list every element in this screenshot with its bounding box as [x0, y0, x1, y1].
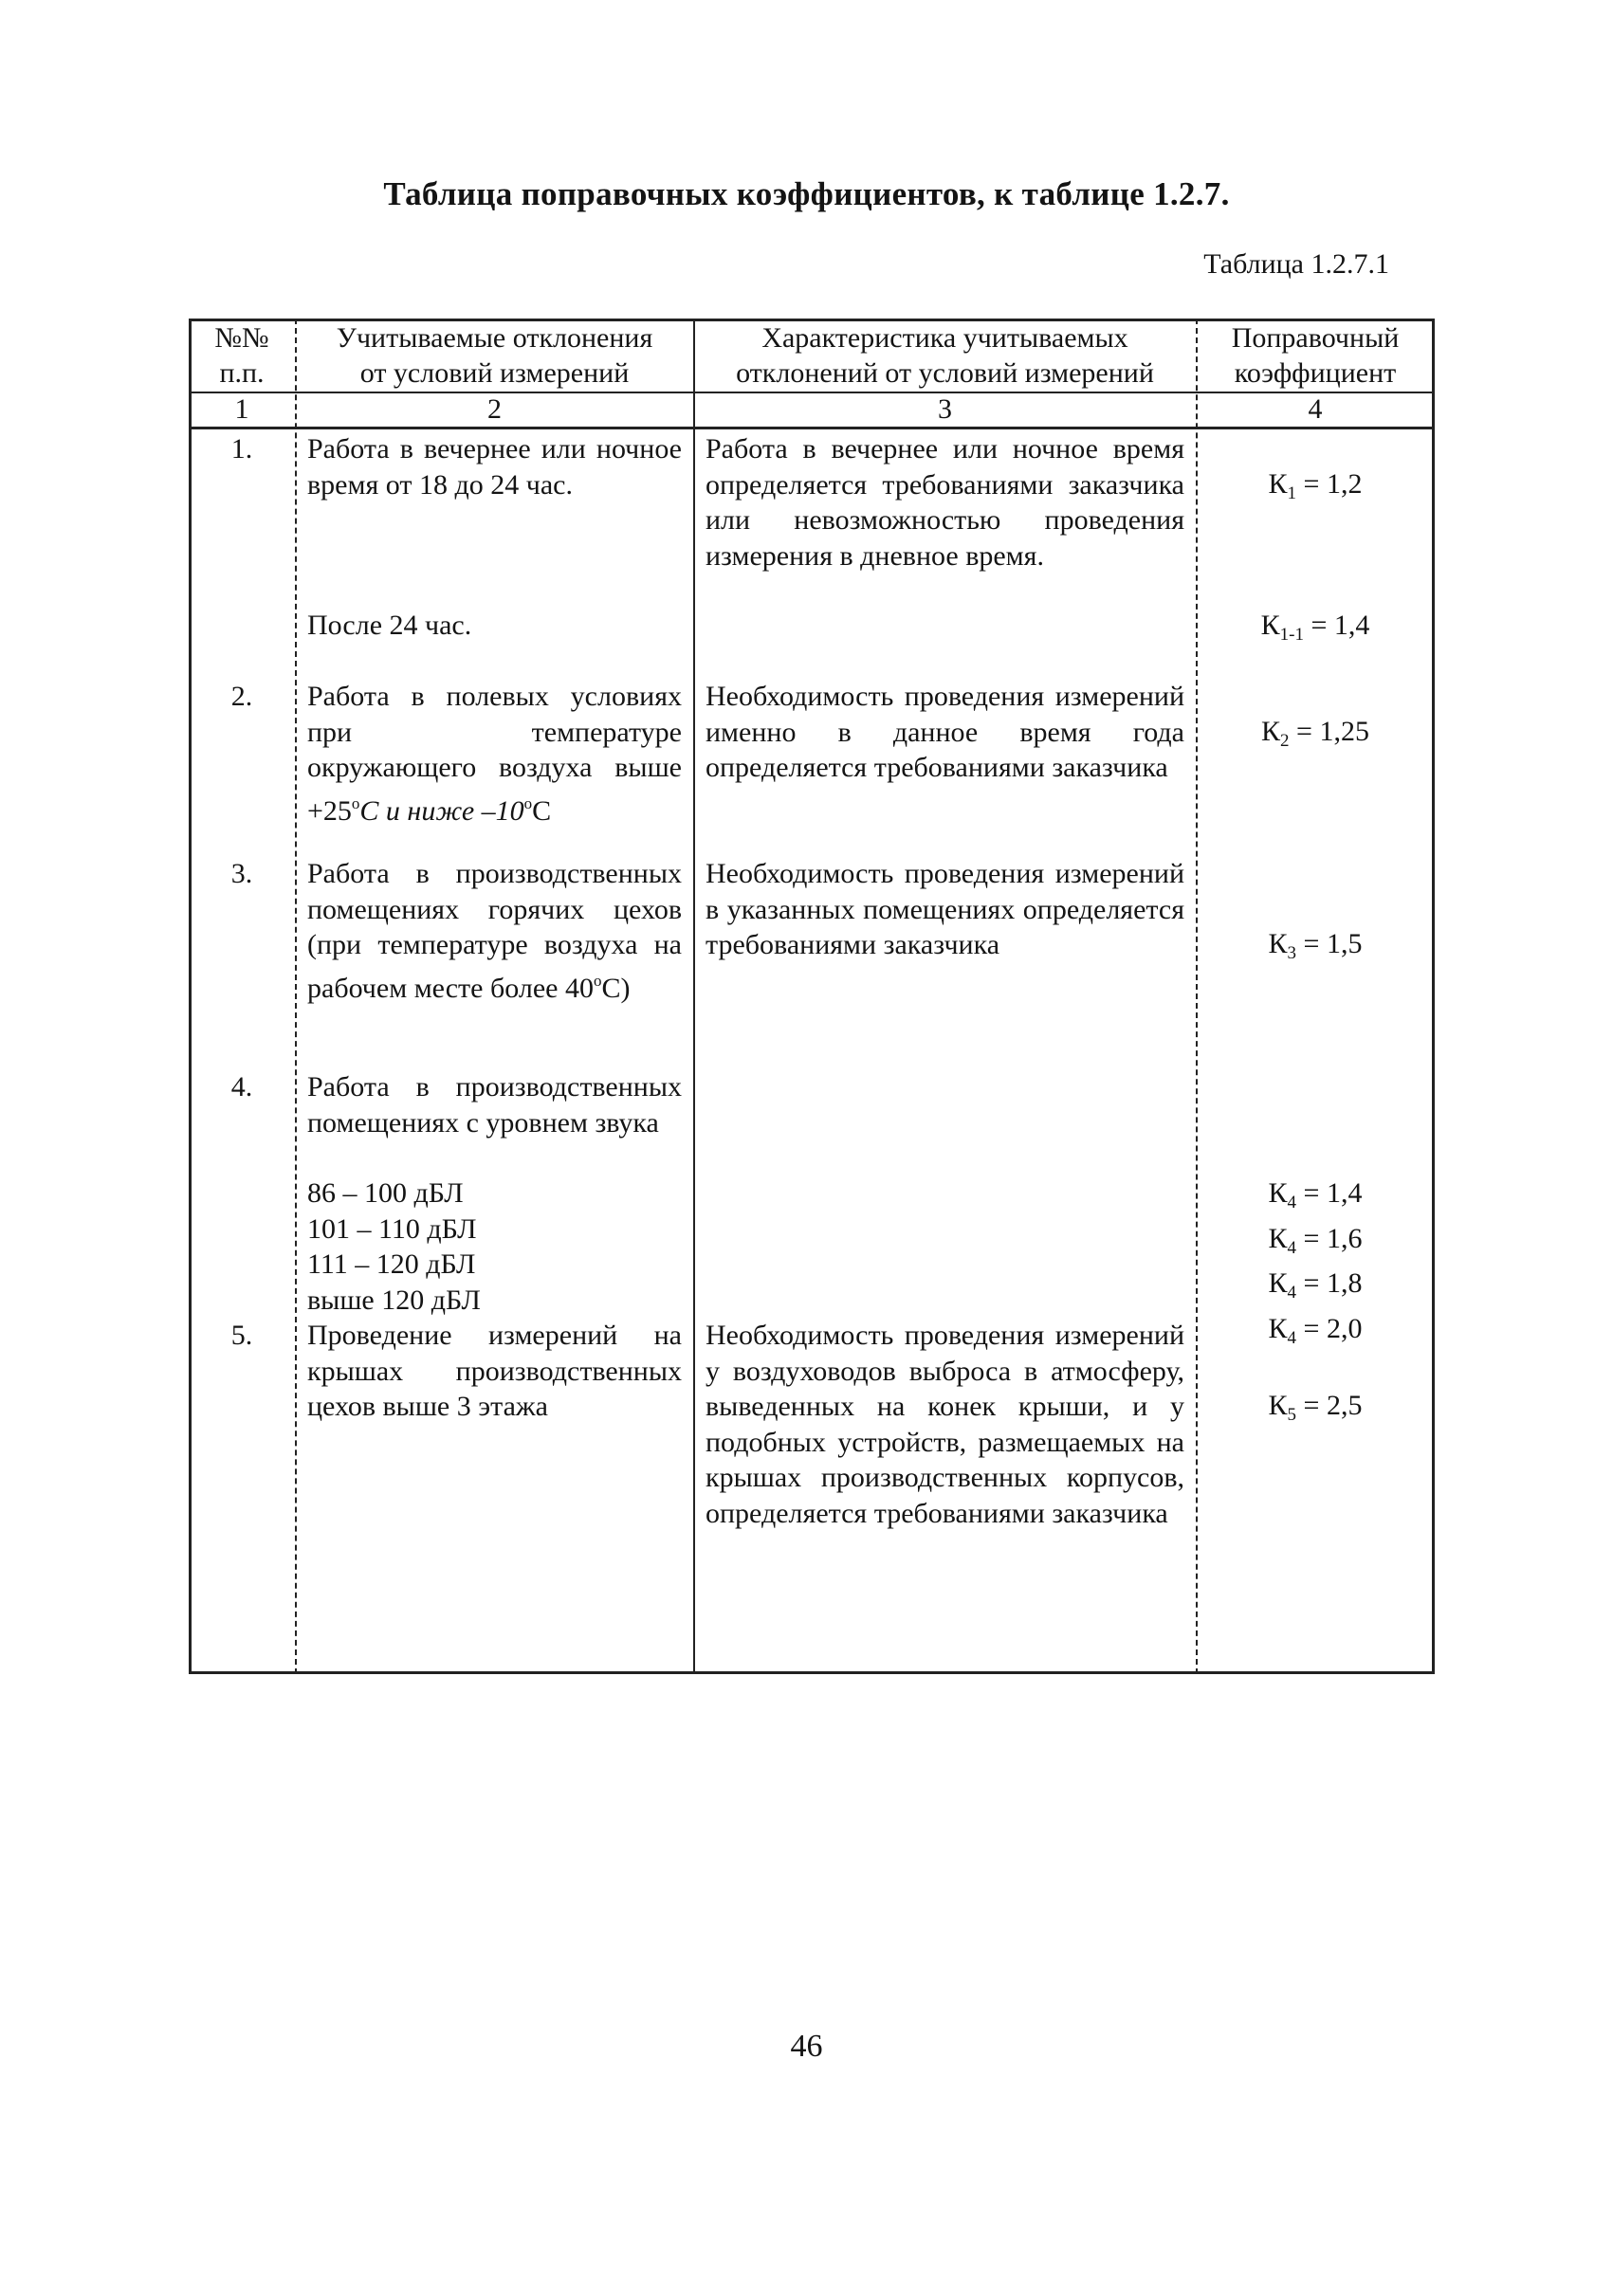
- row-1-characteristic: Работа в вечернее или ночное время определяется требованиями заказчика или невозможностью проведения измерения в дневное время.: [706, 433, 1184, 572]
- correction-coefficients-table: [189, 319, 1435, 1674]
- header-number-line1: №№: [214, 322, 269, 354]
- sound-level-2: 101 – 110 дБЛ: [307, 1212, 477, 1245]
- column-number-divider: [189, 427, 1435, 429]
- row-5-coefficient: $К_5 = 2,5$: [1268, 1390, 1363, 1425]
- column-divider-2: [693, 319, 695, 1674]
- header-characteristic-line2: отклонений от условий измерений: [736, 357, 1154, 389]
- sound-coefficient-4: $К_4 = 2,0$: [1268, 1312, 1363, 1348]
- row-4-number: 4.: [230, 1071, 253, 1102]
- row-1-coefficient: $К_1 = 1,2$: [1268, 468, 1363, 503]
- row-5-deviation: Проведение измерений на крышах производственных цехов выше 3 этажа: [307, 1320, 682, 1422]
- row-2-number: 2.: [230, 681, 253, 712]
- row-1-deviation-after: После 24 час.: [307, 610, 472, 641]
- page-number: 46: [790, 2029, 823, 2064]
- row-3-number: 3.: [230, 858, 253, 889]
- header-characteristic: [706, 320, 1184, 391]
- sound-level-4: выше 120 дБЛ: [307, 1284, 481, 1316]
- sound-coefficient-2: $К_4 = 1,6$: [1268, 1222, 1363, 1258]
- column-number-4: 4: [1308, 393, 1323, 425]
- row-1-coefficient-after: $К_{1-1} = 1,4$: [1260, 610, 1370, 645]
- row-2-deviation: Работа в полевых условиях при температуре окружающего воздуха выше $+25^оС$ и ниже $-10^оС$: [307, 681, 682, 827]
- header-coefficient-line1: Поправочный: [1231, 322, 1400, 354]
- header-characteristic-line1: Характеристика учитываемых: [761, 322, 1128, 354]
- header-number-line2: п.п.: [219, 357, 265, 389]
- row-3-coefficient: $К_3 = 1,5$: [1268, 928, 1363, 963]
- header-deviation-line2: от условий измерений: [359, 357, 630, 389]
- row-2-characteristic: Необходимость проведения измерений именно в данное время года определяется требованиями заказчика: [706, 681, 1184, 783]
- row-2-coefficient: $К_2 = 1,25$: [1261, 716, 1369, 751]
- header-number: [189, 320, 295, 391]
- header-deviation: [307, 320, 682, 391]
- row-3-characteristic: Необходимость проведения измерений в указанных помещениях определяется требованиями заказчика: [706, 858, 1184, 960]
- row-4-coefficients: [1196, 1175, 1435, 1356]
- header-coefficient-line2: коэффициент: [1234, 357, 1397, 389]
- row-5-number: 5.: [230, 1320, 253, 1351]
- table-border-bottom: [189, 1671, 1435, 1674]
- column-number-1: 1: [234, 393, 249, 425]
- row-4-deviation: Работа в производственных помещениях с уровнем звука: [307, 1071, 682, 1139]
- sound-level-3: 111 – 120 дБЛ: [307, 1248, 476, 1280]
- sound-coefficient-3: $К_4 = 1,8$: [1268, 1267, 1363, 1303]
- column-number-3: 3: [938, 393, 952, 425]
- column-number-2: 2: [487, 393, 502, 425]
- sound-level-1: 86 – 100 дБЛ: [307, 1177, 464, 1209]
- row-1-number: 1.: [230, 433, 253, 465]
- row-1-deviation: Работа в вечернее или ночное время от 18 до 24 час.: [307, 433, 682, 501]
- row-3-deviation: Работа в производственных помещениях горячих цехов (при температуре воздуха на рабочем месте более $40^оС$): [307, 858, 682, 1004]
- header-coefficient: [1196, 320, 1435, 391]
- table-border-right: [1432, 319, 1435, 1674]
- row-5-characteristic: Необходимость проведения измерений у воздуховодов выброса в атмосферу, выведенных на конек крыши, и у подобных устройств, размещаемых на крышах производственных корпусов, определяется требованиями заказчика: [706, 1320, 1184, 1529]
- sound-coefficient-1: $К_4 = 1,4$: [1268, 1177, 1363, 1212]
- column-divider-1: [295, 319, 297, 1674]
- row-4-sound-levels: [307, 1175, 682, 1318]
- header-deviation-line1: Учитываемые отклонения: [336, 322, 653, 354]
- table-border-left: [189, 319, 192, 1674]
- page-title: Таблица поправочных коэффициентов, к таблице 1.2.7.: [383, 175, 1230, 212]
- column-divider-3: [1196, 319, 1198, 1674]
- table-reference: Таблица 1.2.7.1: [1203, 248, 1389, 280]
